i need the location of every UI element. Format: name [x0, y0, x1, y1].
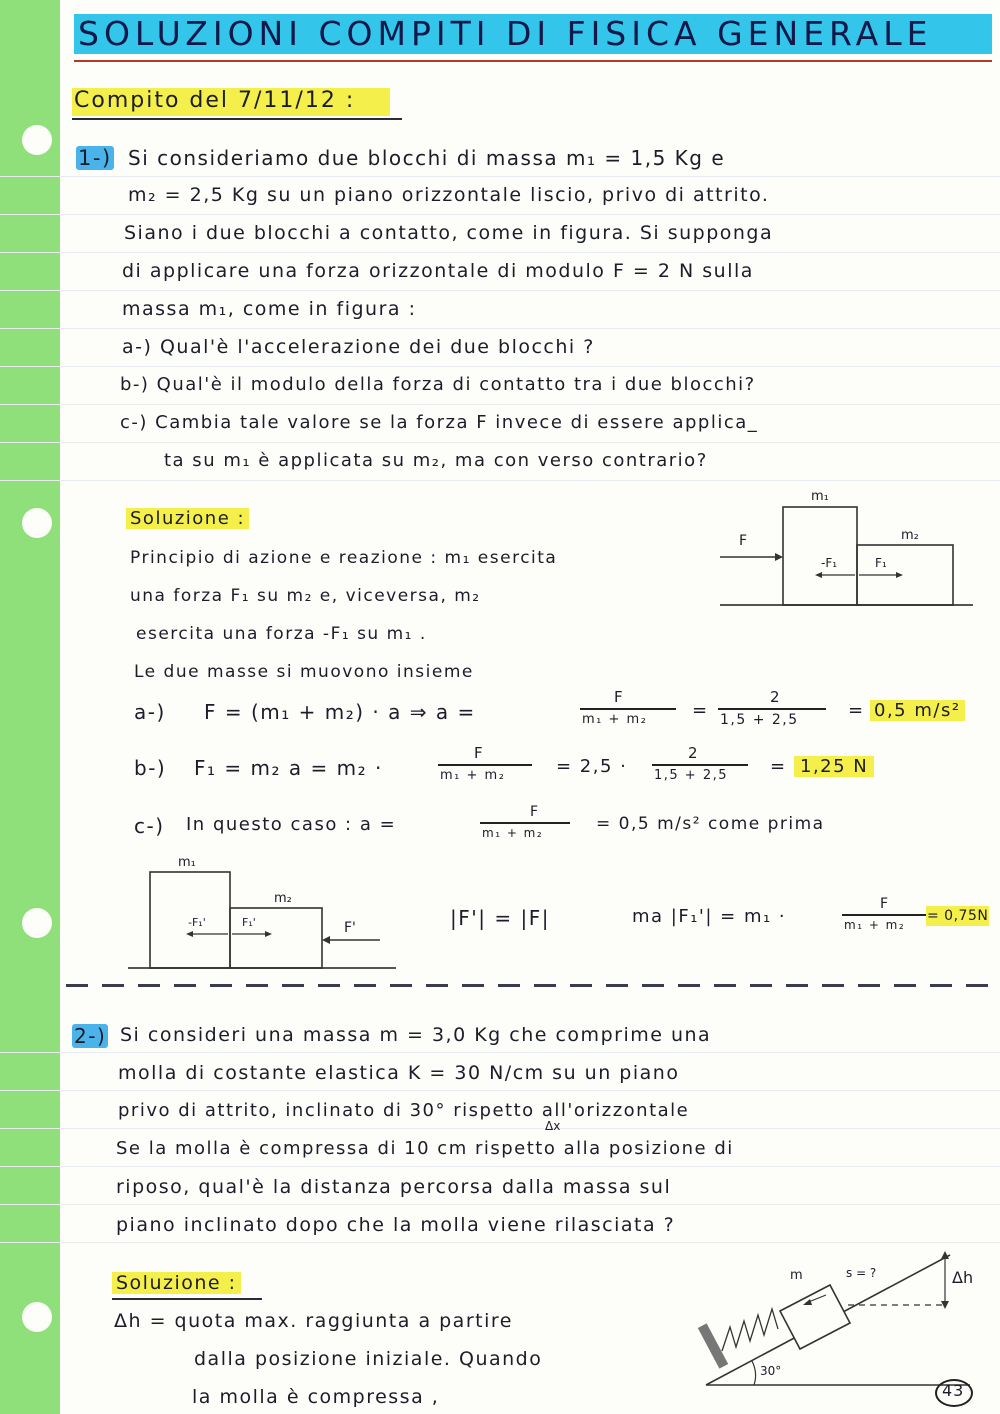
eq-a-den2: 1,5 + 2,5: [720, 712, 799, 728]
fraction-bar: [718, 708, 826, 710]
eq-a-label: a-): [134, 700, 166, 724]
fig2-m1-label: m₁: [178, 855, 196, 870]
problem1-line: b-) Qual'è il modulo della forza di contatto tra i due blocchi?: [120, 374, 756, 395]
solution2-underline: [112, 1298, 262, 1300]
eq-c-num2: F: [880, 896, 890, 912]
fraction-bar: [480, 822, 570, 824]
eq-c-label: c-): [134, 814, 165, 838]
problem2-line: Se la molla è compressa di 10 cm rispetto alla posizione di: [116, 1138, 734, 1159]
eq-a-num2: 2: [770, 688, 782, 706]
eq-b-num1: F: [474, 744, 485, 762]
fraction-bar: [580, 708, 676, 710]
problem1-line: m₂ = 2,5 Kg su un piano orizzontale liscio, privo di attrito.: [128, 184, 770, 206]
fig2-F1-label: F₁': [242, 916, 256, 929]
solution1-label: Soluzione :: [126, 508, 249, 529]
title-underline: [74, 60, 992, 62]
dx-label: Δx: [545, 1119, 561, 1133]
eq-c-result: = 0,75N: [927, 908, 989, 924]
fig1-F-label: F: [739, 533, 748, 549]
eq-a-num1: F: [614, 688, 625, 706]
problem1-number: 1-): [78, 146, 112, 170]
solution2-line: la molla è compressa ,: [192, 1386, 440, 1408]
solution2-line: Δh = quota max. raggiunta a partire: [114, 1310, 513, 1332]
figure-two-blocks-push-m1: [715, 485, 977, 610]
eq-c-num1: F: [530, 804, 540, 820]
problem2-line: riposo, qual'è la distanza percorsa dalla massa sul: [116, 1176, 672, 1198]
binder-margin-strip: [0, 0, 60, 1414]
page-number: 43: [942, 1381, 965, 1400]
eq-b-num2: 2: [688, 744, 700, 762]
incline-distance-label: s = ?: [846, 1266, 877, 1280]
solution1-line: Principio di azione e reazione : m₁ esercita: [130, 548, 558, 568]
fig1-m2-label: m₂: [901, 528, 919, 543]
fig1-m1-label: m₁: [811, 489, 829, 504]
eq-c-den2: m₁ + m₂: [844, 918, 906, 932]
problem2-line: molla di costante elastica K = 30 N/cm su un piano: [118, 1062, 680, 1084]
eq-c-line2-b: ma |F₁'| = m₁ ·: [632, 906, 787, 927]
eq-a-den1: m₁ + m₂: [582, 712, 648, 727]
compito-underline: [72, 118, 402, 120]
eq-a-result: 0,5 m/s²: [870, 700, 965, 721]
problem1-line: Si consideriamo due blocchi di massa m₁ = 1,5 Kg e: [128, 146, 726, 170]
problem2-line: piano inclinato dopo che la molla viene rilasciata ?: [116, 1214, 676, 1236]
solution1-line: una forza F₁ su m₂ e, viceversa, m₂: [130, 586, 481, 606]
problem1-line: di applicare una forza orizzontale di modulo F = 2 N sulla: [122, 260, 754, 282]
solution2-line: dalla posizione iniziale. Quando: [194, 1348, 543, 1370]
eq-b-den2: 1,5 + 2,5: [654, 768, 729, 783]
binder-hole: [22, 1302, 52, 1332]
problem1-line: Siano i due blocchi a contatto, come in figura. Si supponga: [124, 222, 774, 244]
eq-b-mid: = 2,5 ·: [556, 756, 628, 777]
problem1-line: a-) Qual'è l'accelerazione dei due blocchi ?: [122, 336, 595, 358]
fig2-minusF1-label: -F₁': [188, 916, 206, 929]
eq-a-eq2: =: [848, 700, 865, 721]
problem2-number: 2-): [74, 1024, 107, 1048]
fig1-minusF1-label: -F₁: [821, 556, 838, 570]
incline-angle-label: 30°: [760, 1364, 782, 1378]
fraction-bar: [438, 764, 532, 766]
binder-hole: [22, 908, 52, 938]
eq-a-lhs: F = (m₁ + m₂) · a ⇒ a =: [204, 700, 476, 724]
binder-hole: [22, 508, 52, 538]
eq-c-den1: m₁ + m₂: [482, 826, 544, 840]
eq-c-rest: = 0,5 m/s² come prima: [596, 814, 825, 834]
incline-dh-label: Δh: [952, 1268, 974, 1287]
problem1-line: ta su m₁ è applicata su m₂, ma con verso contrario?: [164, 450, 708, 471]
page-title: SOLUZIONI COMPITI DI FISICA GENERALE: [78, 14, 933, 53]
fig1-F1-label: F₁: [875, 556, 887, 570]
problem1-line: massa m₁, come in figura :: [122, 298, 417, 320]
problem2-line: Si consideri una massa m = 3,0 Kg che comprime una: [120, 1024, 712, 1046]
problem2-line: privo di attrito, inclinato di 30° rispetto all'orizzontale: [118, 1100, 690, 1121]
eq-b-eq2: =: [770, 756, 787, 777]
solution2-label: Soluzione :: [112, 1272, 241, 1294]
eq-a-eq: =: [692, 700, 709, 721]
solution1-line: esercita una forza -F₁ su m₁ .: [136, 624, 427, 644]
fig2-m2-label: m₂: [274, 891, 292, 906]
fig2-Fp-label: F': [344, 920, 356, 936]
figure-two-blocks-push-m2: [128, 852, 398, 972]
eq-c-lhs: In questo caso : a =: [186, 814, 397, 835]
fraction-bar: [652, 764, 748, 766]
eq-b-label: b-): [134, 756, 167, 780]
eq-b-lhs: F₁ = m₂ a = m₂ ·: [194, 756, 383, 780]
problem1-line: c-) Cambia tale valore se la forza F invece di essere applica_: [120, 412, 759, 433]
binder-hole: [22, 125, 52, 155]
fraction-bar: [842, 914, 932, 916]
figure-inclined-plane: [700, 1245, 990, 1390]
compito-heading: Compito del 7/11/12 :: [74, 88, 356, 113]
eq-b-den1: m₁ + m₂: [440, 768, 506, 783]
eq-b-result: 1,25 N: [794, 756, 874, 777]
eq-c-line2-a: |F'| = |F|: [450, 906, 550, 930]
solution1-line: Le due masse si muovono insieme: [134, 662, 474, 682]
incline-mass-label: m: [790, 1268, 803, 1283]
